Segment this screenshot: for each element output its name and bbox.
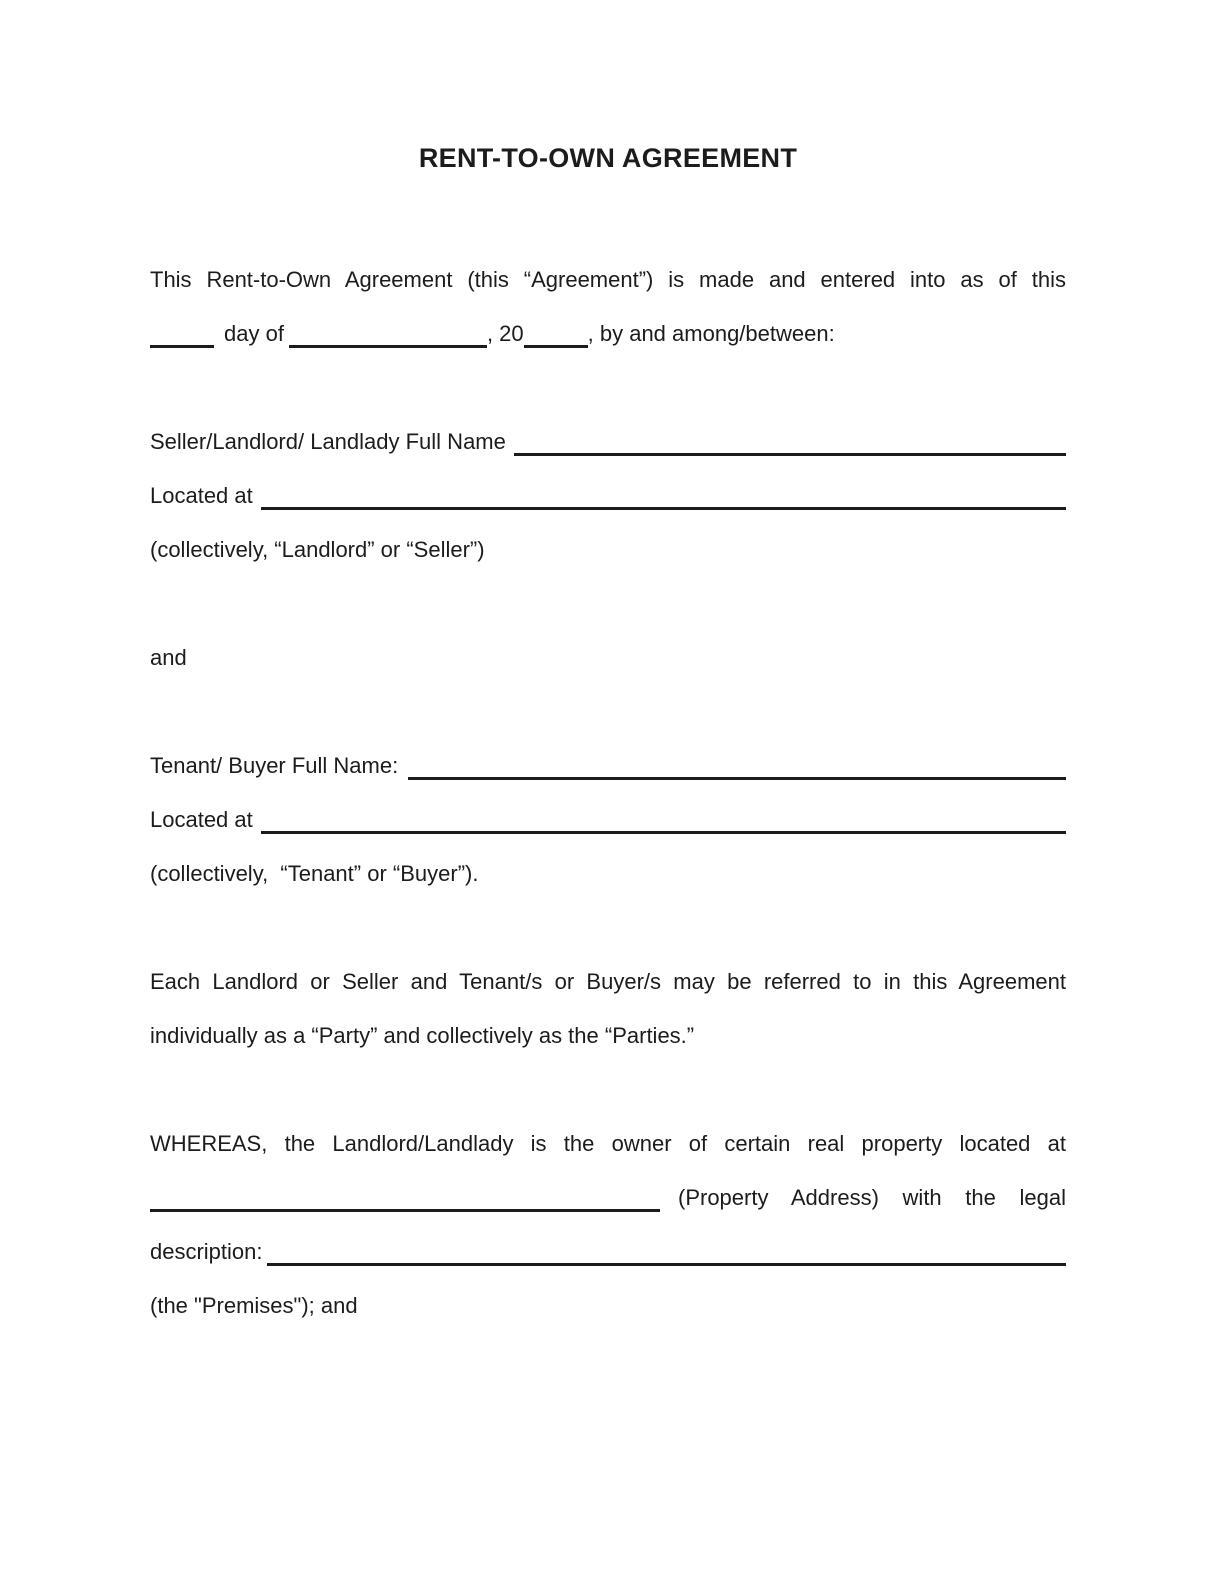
tenant-name-label: Tenant/ Buyer Full Name:: [150, 753, 399, 778]
seller-located-label: Located at: [150, 483, 253, 508]
whereas-line-2: [150, 1171, 1066, 1225]
legal-description-blank-field: [267, 1225, 1066, 1266]
and-connector: and: [150, 645, 187, 670]
whereas-line-1: WHEREAS, the Landlord/Landlady is the owner of certain real property located at: [150, 1131, 1066, 1156]
legal-description-label: description:: [150, 1239, 263, 1264]
year-blank-field: [524, 307, 588, 348]
property-address-blank-field: [150, 1171, 660, 1212]
seller-block: [150, 415, 1066, 577]
tenant-collective-line: (collectively, “Tenant” or “Buyer”).: [150, 861, 479, 886]
month-blank-field: [289, 307, 487, 348]
intro-paragraph: [150, 253, 1066, 361]
day-blank-field: [150, 307, 214, 348]
parties-line-1: Each Landlord or Seller and Tenant/s or Buyer/s may be referred to in this Agreement: [150, 969, 1066, 994]
property-address-label: (Property Address) with the legal: [678, 1185, 1066, 1210]
intro-line-1: This Rent-to-Own Agreement (this “Agreement”) is made and entered into as of this: [150, 267, 1066, 292]
whereas-line-3: [150, 1225, 1066, 1279]
tenant-name-line: [150, 739, 1066, 793]
seller-name-label: Seller/Landlord/ Landlady Full Name: [150, 429, 506, 454]
whereas-clause: [150, 1117, 1066, 1333]
document-title: RENT-TO-OWN AGREEMENT: [418, 143, 798, 173]
intro-line-2: [150, 307, 1066, 361]
tenant-located-label: Located at: [150, 807, 253, 832]
tenant-block: [150, 739, 1066, 901]
seller-name-blank-field: [514, 415, 1066, 456]
year-prefix-label: , 20: [486, 321, 524, 346]
seller-collective-line: (collectively, “Landlord” or “Seller”): [150, 537, 485, 562]
premises-line: (the "Premises"); and: [150, 1293, 358, 1318]
day-of-label: day of: [224, 321, 284, 346]
parties-line-2: individually as a “Party” and collectively as the “Parties.”: [150, 1023, 695, 1048]
tenant-address-blank-field: [261, 793, 1066, 834]
seller-address-line: [150, 469, 1066, 523]
intro-tail-label: , by and among/between:: [587, 321, 835, 346]
seller-address-blank-field: [261, 469, 1066, 510]
seller-name-line: [150, 415, 1066, 469]
parties-clause: [150, 955, 1066, 1063]
tenant-name-blank-field: [408, 739, 1066, 780]
tenant-address-line: [150, 793, 1066, 847]
